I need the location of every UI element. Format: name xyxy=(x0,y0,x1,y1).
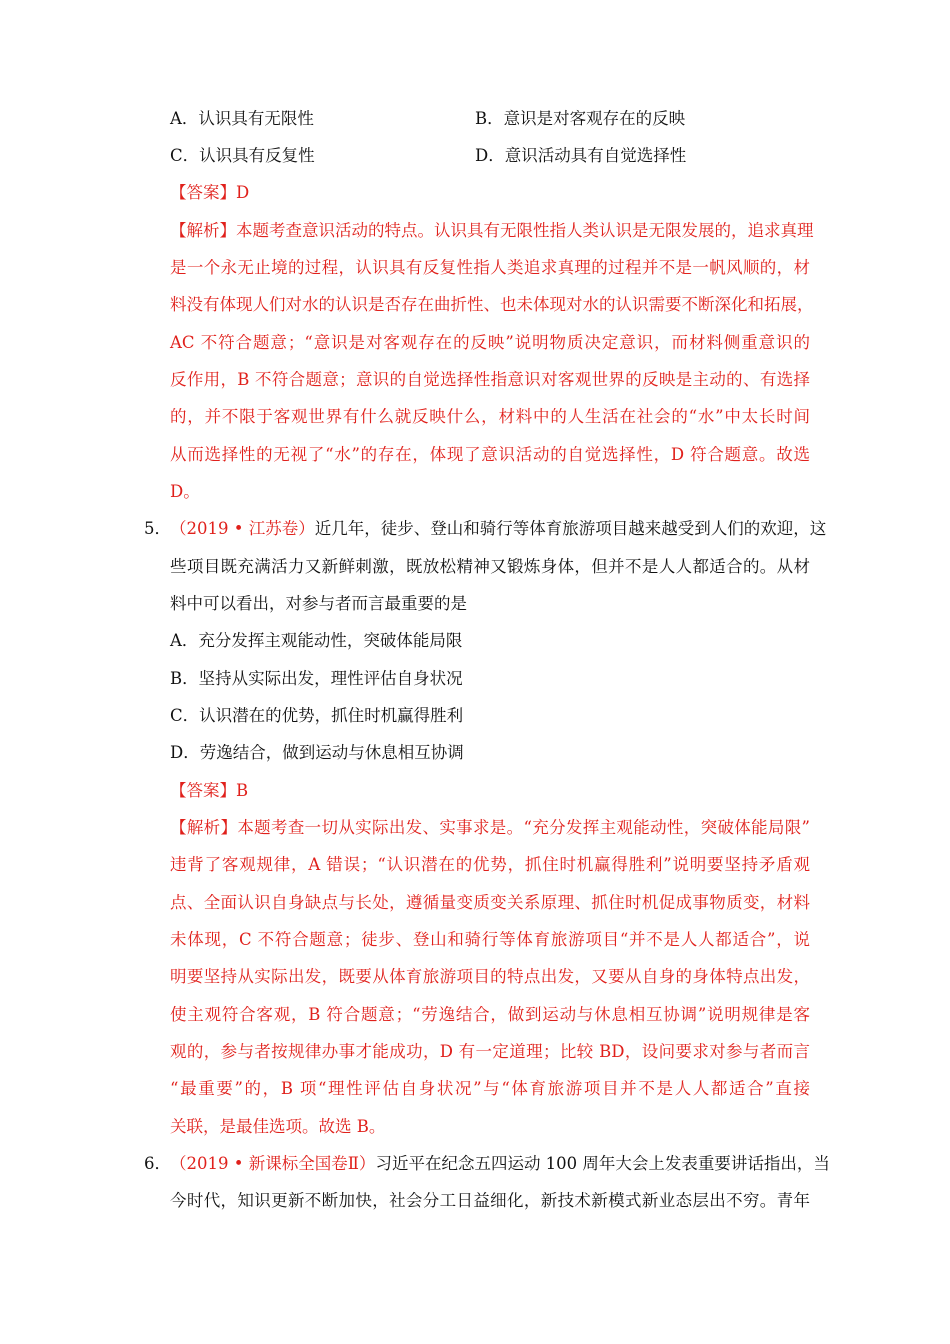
q5-analysis-line: 明要坚持从实际出发，既要从体育旅游项目的特点出发，又要从自身的身体特点出发， xyxy=(170,967,810,986)
q5-analysis-line: “最重要”的，B 项“理性评估自身状况”与“体育旅游项目并不是人人都适合”直接 xyxy=(170,1079,810,1098)
q4-analysis-line: 反作用，B 不符合题意；意识的自觉选择性指意识对客观世界的反映是主动的、有选择 xyxy=(170,370,810,389)
q5-analysis-line: 【解析】本题考查一切从实际出发、实事求是。“充分发挥主观能动性，突破体能局限” xyxy=(170,818,810,837)
q5-option-b: B．坚持从实际出发，理性评估自身状况 xyxy=(170,669,463,688)
q5-stem-line: 料中可以看出，对参与者而言最重要的是 xyxy=(170,594,467,613)
q5-analysis-line: 观的，参与者按规律办事才能成功，D 有一定道理；比较 BD，设问要求对参与者而言 xyxy=(170,1042,810,1061)
q5-number: 5． xyxy=(144,519,171,538)
q4-analysis-line: D。 xyxy=(170,482,200,501)
q6-number: 6． xyxy=(144,1154,171,1173)
q4-analysis-line: 的，并不限于客观世界有什么就反映什么，材料中的人生活在社会的“水”中太长时间 xyxy=(170,407,810,426)
q5-option-c: C．认识潜在的优势，抓住时机赢得胜利 xyxy=(170,706,464,725)
q4-option-a: A．认识具有无限性 xyxy=(170,109,314,128)
q4-analysis-line: 【解析】本题考查意识活动的特点。认识具有无限性指人类认识是无限发展的，追求真理 xyxy=(170,221,814,240)
q5-answer: 【答案】B xyxy=(170,781,249,800)
q4-options-row-1 xyxy=(170,107,810,131)
q4-option-c: C．认识具有反复性 xyxy=(170,146,315,165)
q5-option-a: A．充分发挥主观能动性，突破体能局限 xyxy=(170,631,463,650)
q6-stem-first-line xyxy=(144,1152,830,1176)
q5-analysis-line: 点、全面认识自身缺点与长处，遵循量变质变关系原理、抓住时机促成事物质变，材料 xyxy=(170,893,810,912)
q4-analysis-line: AC 不符合题意；“意识是对客观存在的反映”说明物质决定意识，而材料侧重意识的 xyxy=(170,333,810,352)
q4-analysis-line: 料没有体现人们对水的认识是否存在曲折性、也未体现对水的认识需要不断深化和拓展， xyxy=(170,295,814,314)
q6-stem-line: 今时代，知识更新不断加快，社会分工日益细化，新技术新模式新业态层出不穷。青年 xyxy=(170,1191,810,1210)
q5-stem-text: 近几年，徒步、登山和骑行等体育旅游项目越来越受到人们的欢迎，这 xyxy=(314,519,827,538)
q4-answer: 【答案】D xyxy=(170,183,250,202)
q5-analysis-line: 未体现，C 不符合题意；徒步、登山和骑行等体育旅游项目“并不是人人都适合”，说 xyxy=(170,930,810,949)
q5-analysis-line: 使主观符合客观，B 符合题意；“劳逸结合，做到运动与休息相互协调”说明规律是客 xyxy=(170,1005,810,1024)
q4-option-b: B．意识是对客观存在的反映 xyxy=(475,109,686,128)
q5-analysis-line: 关联，是最佳选项。故选 B。 xyxy=(170,1117,386,1136)
q4-analysis-line: 从而选择性的无视了“水”的存在，体现了意识活动的自觉选择性，D 符合题意。故选 xyxy=(170,445,810,464)
q4-analysis-line: 是一个永无止境的过程，认识具有反复性指人类追求真理的过程并不是一帆风顺的，材 xyxy=(170,258,810,277)
q5-stem-first-line xyxy=(144,517,827,541)
q5-stem-line: 些项目既充满活力又新鲜刺激，既放松精神又锻炼身体，但并不是人人都适合的。从材 xyxy=(170,557,810,576)
q5-analysis-line: 违背了客观规律，A 错误；“认识潜在的优势，抓住时机赢得胜利”说明要坚持矛盾观 xyxy=(170,855,810,874)
q6-stem-text: 习近平在纪念五四运动 100 周年大会上发表重要讲话指出，当 xyxy=(375,1154,830,1173)
q6-source: （2019 • 新课标全国卷Ⅱ） xyxy=(170,1154,376,1173)
q4-option-d: D．意识活动具有自觉选择性 xyxy=(475,146,687,165)
q4-options-row-2 xyxy=(170,144,810,168)
q5-option-d: D．劳逸结合，做到运动与休息相互协调 xyxy=(170,743,464,762)
q5-source: （2019 • 江苏卷） xyxy=(170,519,315,538)
